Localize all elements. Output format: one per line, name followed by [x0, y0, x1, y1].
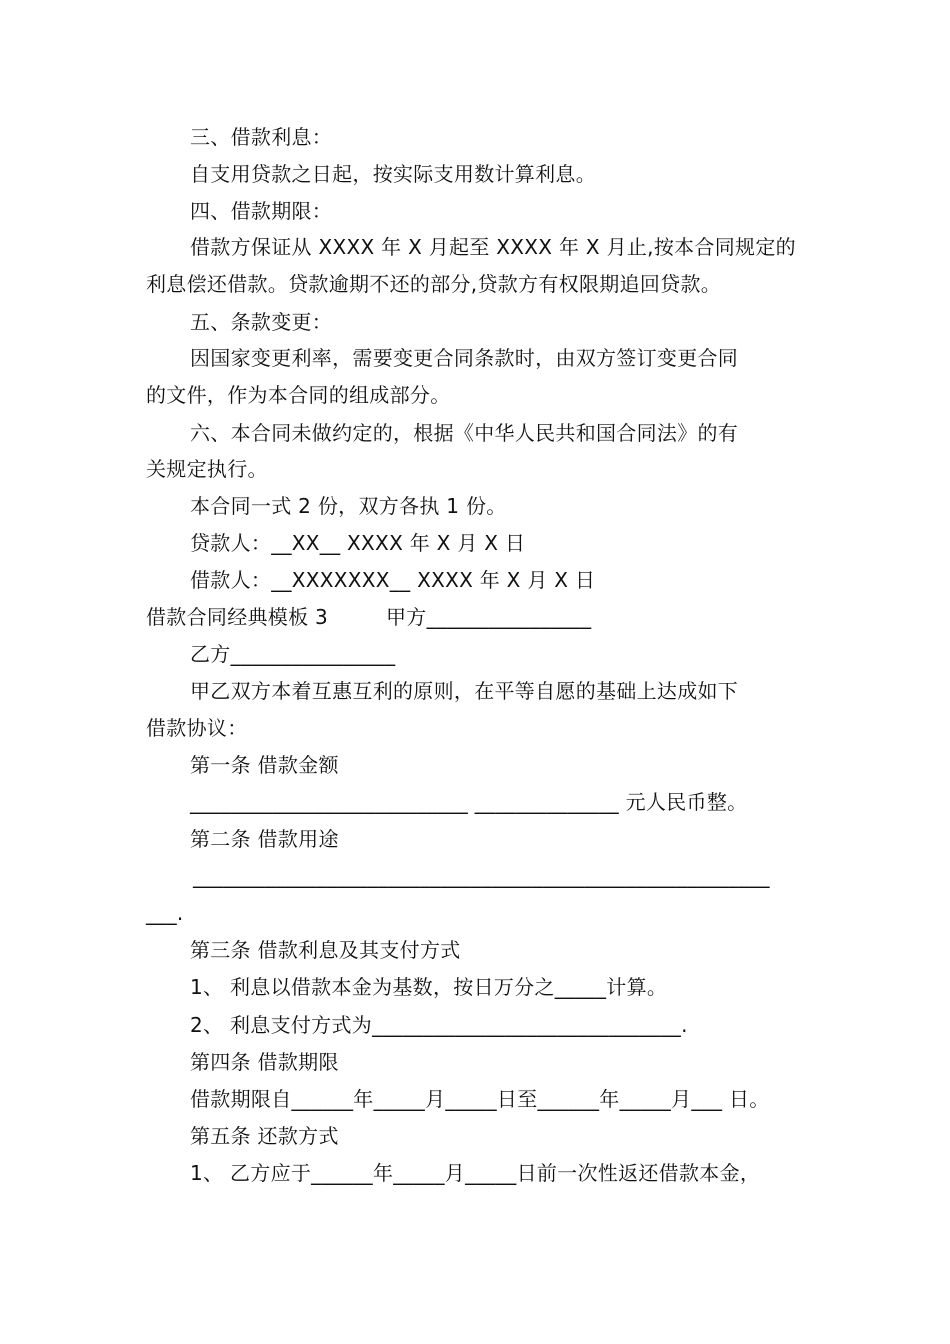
copies-text: 本合同一式 2 份，双方各执 1 份。 — [190, 494, 507, 518]
lender-signature-line: 贷款人：__XX__ XXXX 年 X 月 X 日 — [190, 531, 526, 555]
clause-six-line-2: 关规定执行。 — [146, 457, 268, 481]
clause-six-line-1: 六、本合同未做约定的，根据《中华人民共和国合同法》的有 — [190, 421, 739, 445]
article-four-heading: 第四条 借款期限 — [190, 1050, 339, 1074]
section-change-heading: 五、条款变更： — [190, 310, 333, 334]
agreement-intro-line-2: 借款协议： — [146, 716, 248, 740]
section-interest-heading: 三、借款利息： — [190, 125, 333, 149]
template-title: 借款合同经典模板 3 — [146, 605, 329, 629]
term-text-line-2: 利息偿还借款。贷款逾期不还的部分,贷款方有权限期追回贷款。 — [146, 272, 722, 296]
change-text-line-1: 因国家变更利率，需要变更合同条款时，由双方签订变更合同 — [190, 346, 739, 370]
party-a-field: 甲方________________ — [386, 605, 592, 629]
loan-purpose-field-line-1: ________________________________________________________ — [193, 864, 770, 888]
section-term-heading: 四、借款期限： — [190, 199, 333, 223]
repayment-item-1: 1、 乙方应于______年_____月_____日前一次性返还借款本金， — [190, 1161, 761, 1185]
article-one-heading: 第一条 借款金额 — [190, 753, 339, 777]
article-two-heading: 第二条 借款用途 — [190, 827, 339, 851]
interest-payment-item: 2、 利息支付方式为______________________________. — [190, 1013, 688, 1037]
article-three-heading: 第三条 借款利息及其支付方式 — [190, 938, 461, 962]
party-b-field: 乙方________________ — [190, 642, 396, 666]
interest-text: 自支用贷款之日起，按实际支用数计算利息。 — [190, 162, 596, 186]
agreement-intro-line-1: 甲乙双方本着互惠互利的原则，在平等自愿的基础上达成如下 — [190, 679, 739, 703]
article-five-heading: 第五条 还款方式 — [190, 1124, 339, 1148]
borrower-signature-line: 借款人：__XXXXXXX__ XXXX 年 X 月 X 日 — [190, 568, 596, 592]
loan-amount-field: ___________________________ ______________ 元人民币整。 — [190, 790, 748, 814]
loan-purpose-field-line-2: ___. — [146, 901, 184, 925]
change-text-line-2: 的文件，作为本合同的组成部分。 — [146, 383, 451, 407]
loan-period-field: 借款期限自______年_____月_____日至______年_____月___ 日。 — [190, 1087, 770, 1111]
term-text-line-1: 借款方保证从 XXXX 年 X 月起至 XXXX 年 X 月止,按本合同规定的 — [190, 235, 796, 259]
interest-rate-item: 1、 利息以借款本金为基数，按日万分之_____计算。 — [190, 975, 668, 999]
